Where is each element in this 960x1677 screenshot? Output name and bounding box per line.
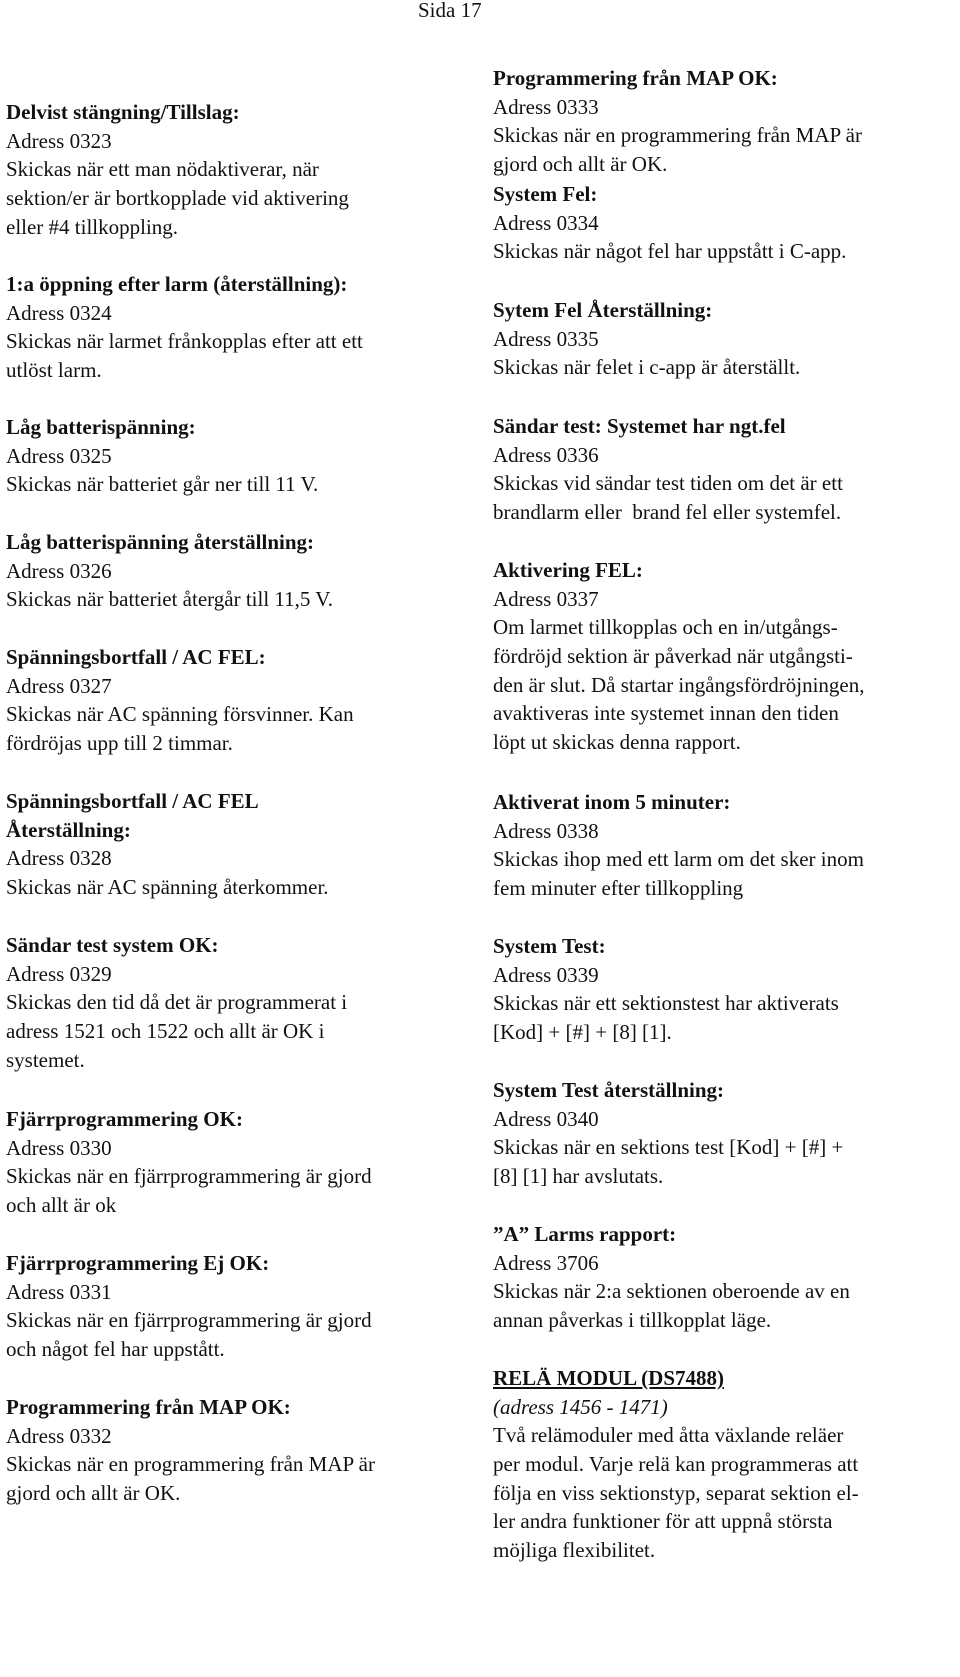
section-text-line: Skickas när felet i c-app är återställt. [493, 355, 801, 380]
page-number: Sida 17 [418, 0, 482, 22]
section-text-line: Adress 0331 [6, 1279, 112, 1304]
section-title: System Test: [493, 934, 606, 958]
section-text-line: utlöst larm. [6, 358, 102, 383]
section-text-line: Adress 0330 [6, 1135, 112, 1160]
right-section [493, 1364, 859, 1565]
section-text-line: Adress 0324 [6, 300, 112, 325]
section-text-line: den är slut. Då startar ingångsfördröjningen, [493, 672, 865, 697]
section-text-line: Skickas när en sektions test [Kod] + [#] + [493, 1135, 844, 1160]
section-text-line: fördröjd sektion är påverkad när utgångsti- [493, 644, 853, 669]
section-text-line: Skickas när en programmering från MAP är [493, 123, 862, 148]
section-text-line: Adress 0335 [493, 326, 599, 351]
section-text-line: Adress 0333 [493, 94, 599, 119]
left-section [6, 1249, 372, 1364]
section-title: Aktivering FEL: [493, 558, 643, 582]
section-title: Sändar test: Systemet har ngt.fel [493, 414, 786, 438]
section-text-line: Adress 0340 [493, 1106, 599, 1131]
section-text-line: Skickas när batteriet återgår till 11,5 V. [6, 587, 333, 612]
section-text-line: och något fel har uppstått. [6, 1337, 225, 1362]
section-text-line: Adress 0332 [6, 1423, 112, 1448]
right-section [493, 1220, 850, 1335]
section-text-line: löpt ut skickas denna rapport. [493, 730, 741, 755]
section-text-line: Adress 0339 [493, 962, 599, 987]
left-section [6, 1105, 372, 1220]
section-title: Delvist stängning/Tillslag: [6, 100, 240, 124]
section-title: ”A” Larms rapport: [493, 1222, 677, 1246]
left-section [6, 270, 363, 385]
section-title: Fjärrprogrammering Ej OK: [6, 1251, 270, 1275]
section-text-line: Skickas när larmet frånkopplas efter att ett [6, 329, 363, 354]
left-section [6, 643, 354, 758]
section-text-line: Skickas när ett man nödaktiverar, när [6, 157, 319, 182]
right-section [493, 1076, 843, 1191]
section-title: Låg batterispänning återställning: [6, 530, 315, 554]
left-section [6, 1393, 375, 1508]
section-text-line: ler andra funktioner för att uppnå största [493, 1509, 833, 1534]
section-text-line: Adress 0326 [6, 558, 112, 583]
section-text-line: gjord och allt är OK. [493, 152, 668, 177]
section-title: Låg batterispänning: [6, 415, 196, 439]
section-text-line: Skickas när en fjärrprogrammering är gjord [6, 1164, 372, 1189]
section-text-line: Två relämoduler med åtta växlande reläer [493, 1423, 844, 1448]
section-text-line: Skickas när något fel har uppstått i C-app. [493, 239, 847, 264]
section-text-line: möjliga flexibilitet. [493, 1538, 656, 1563]
section-text-line: [8] [1] har avslutats. [493, 1164, 664, 1189]
section-text-line: Skickas ihop med ett larm om det sker inom [493, 847, 864, 872]
right-section [493, 180, 846, 266]
section-text-line: Adress 0336 [493, 442, 599, 467]
section-text-line: Om larmet tillkopplas och en in/utgångs- [493, 615, 838, 640]
left-section [6, 528, 333, 614]
section-title-continued: Återställning: [6, 817, 131, 842]
left-section [6, 98, 349, 241]
section-text-line: gjord och allt är OK. [6, 1481, 181, 1506]
section-text-line: brandlarm eller brand fel eller systemfel. [493, 500, 842, 525]
section-text-line: annan påverkas i tillkopplat läge. [493, 1308, 772, 1333]
section-text-line: Skickas när AC spänning återkommer. [6, 875, 329, 900]
section-text-line: Skickas när AC spänning försvinner. Kan [6, 702, 354, 727]
section-text-line: Skickas när 2:a sektionen oberoende av en [493, 1279, 850, 1304]
section-text-line: avaktiveras inte systemet innan den tiden [493, 701, 839, 726]
section-title: System Test återställning: [493, 1078, 724, 1102]
section-text-line: Adress 0334 [493, 210, 599, 235]
section-title: RELÄ MODUL (DS7488) [493, 1366, 725, 1390]
section-text-line: Skickas när batteriet går ner till 11 V. [6, 472, 319, 497]
section-text-line: Adress 0338 [493, 818, 599, 843]
section-text-line: Adress 0327 [6, 673, 112, 698]
section-title: Sytem Fel Återställning: [493, 298, 713, 322]
left-section [6, 413, 318, 499]
section-text-line: följa en viss sektionstyp, separat sektion el- [493, 1480, 859, 1505]
section-title: Spänningsbortfall / AC FEL: [6, 645, 266, 669]
section-title: Programmering från MAP OK: [493, 66, 778, 90]
left-section [6, 931, 347, 1074]
section-text-line: Skickas när ett sektionstest har aktiverats [493, 991, 839, 1016]
section-text-line: Adress 0329 [6, 961, 112, 986]
section-text-line: [Kod] + [#] + [8] [1]. [493, 1020, 672, 1045]
right-section [493, 412, 843, 527]
section-text-line: per modul. Varje relä kan programmeras att [493, 1452, 859, 1477]
section-text-line: fem minuter efter tillkoppling [493, 876, 744, 901]
section-text-line: Adress 0337 [493, 586, 599, 611]
section-text-line: sektion/er är bortkopplade vid aktivering [6, 186, 349, 211]
section-title: Sändar test system OK: [6, 933, 219, 957]
section-text-line: eller #4 tillkoppling. [6, 214, 179, 239]
section-text-line: Adress 0323 [6, 128, 112, 153]
section-title: Aktiverat inom 5 minuter: [493, 790, 731, 814]
section-title: Programmering från MAP OK: [6, 1395, 291, 1419]
section-title: Fjärrprogrammering OK: [6, 1107, 243, 1131]
section-text-line: Skickas när en programmering från MAP är [6, 1452, 375, 1477]
section-text-line: adress 1521 och 1522 och allt är OK i [6, 1019, 325, 1044]
section-subtitle: (adress 1456 - 1471) [493, 1394, 668, 1419]
section-text-line: Adress 0325 [6, 443, 112, 468]
section-text-line: Skickas när en fjärrprogrammering är gjord [6, 1308, 372, 1333]
section-text-line: Skickas vid sändar test tiden om det är ett [493, 471, 843, 496]
right-section [493, 932, 839, 1047]
right-section [493, 64, 862, 179]
section-title: System Fel: [493, 182, 598, 206]
section-text-line: Adress 0328 [6, 846, 112, 871]
section-title: 1:a öppning efter larm (återställning): [6, 272, 348, 296]
right-section [493, 296, 800, 382]
right-section [493, 788, 864, 903]
section-text-line: systemet. [6, 1047, 85, 1072]
section-text-line: Adress 3706 [493, 1250, 599, 1275]
section-text-line: och allt är ok [6, 1193, 117, 1218]
section-title: Spänningsbortfall / AC FEL [6, 789, 259, 813]
section-text-line: Skickas den tid då det är programmerat i [6, 990, 348, 1015]
right-section [493, 556, 864, 757]
left-section [6, 787, 329, 902]
section-text-line: fördröjas upp till 2 timmar. [6, 731, 233, 756]
